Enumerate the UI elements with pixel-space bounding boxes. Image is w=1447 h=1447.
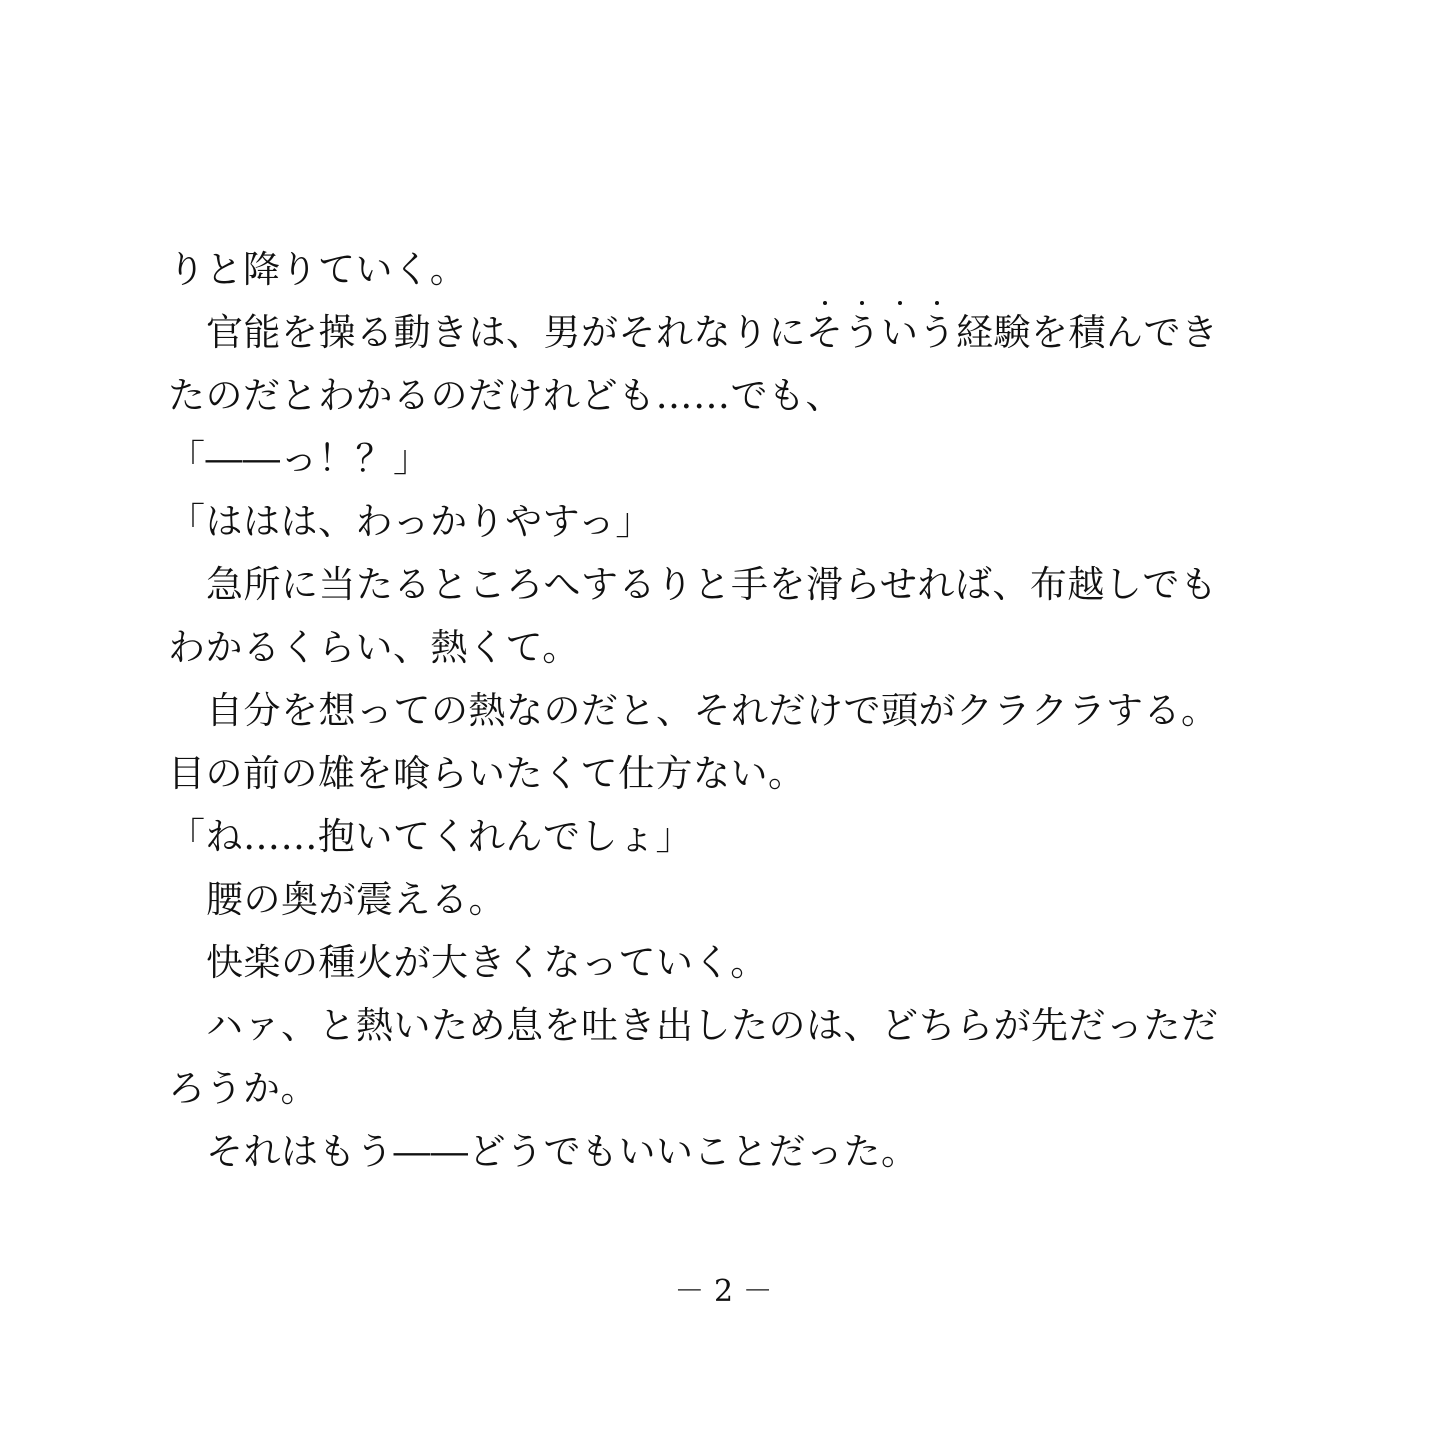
text-line: 腰の奥が震える。 bbox=[206, 878, 506, 921]
text-line: わかるくらい、熱くて。 bbox=[168, 626, 580, 669]
dialogue-line: 「ね……抱いてくれんでしょ」 bbox=[168, 815, 693, 858]
text-segment: 官能を操る動きは、男がそれなりに bbox=[206, 311, 806, 354]
emphasis-text bbox=[806, 311, 956, 354]
text-line: 快楽の種火が大きくなっていく。 bbox=[206, 941, 768, 984]
emphasis-dots bbox=[806, 301, 956, 311]
page-body bbox=[168, 238, 1288, 1183]
text-segment: 経験を積んでき bbox=[956, 311, 1219, 354]
page-number: － 2 － bbox=[674, 1274, 773, 1309]
text-line: 自分を想っての熱なのだと、それだけで頭がクラクラする。 bbox=[206, 689, 1219, 732]
text-line bbox=[168, 301, 1288, 364]
emphasis-text-content: そういう bbox=[806, 311, 956, 354]
text-line: ハァ、と熱いため息を吐き出したのは、どちらが先だっただ bbox=[206, 1004, 1219, 1047]
text-line: ろうか。 bbox=[168, 1067, 318, 1110]
text-line: 急所に当たるところへするりと手を滑らせれば、布越しでも bbox=[206, 563, 1218, 606]
text-line: それはもう――どうでもいいことだった。 bbox=[206, 1130, 919, 1173]
dialogue-line: 「ははは、わっかりやすっ」 bbox=[168, 500, 653, 543]
text-line: りと降りていく。 bbox=[168, 248, 468, 291]
text-line: 目の前の雄を喰らいたくて仕方ない。 bbox=[168, 752, 806, 795]
dialogue-line: 「――っ！？」 bbox=[168, 437, 431, 480]
text-line: たのだとわかるのだけれども……でも、 bbox=[168, 374, 843, 417]
